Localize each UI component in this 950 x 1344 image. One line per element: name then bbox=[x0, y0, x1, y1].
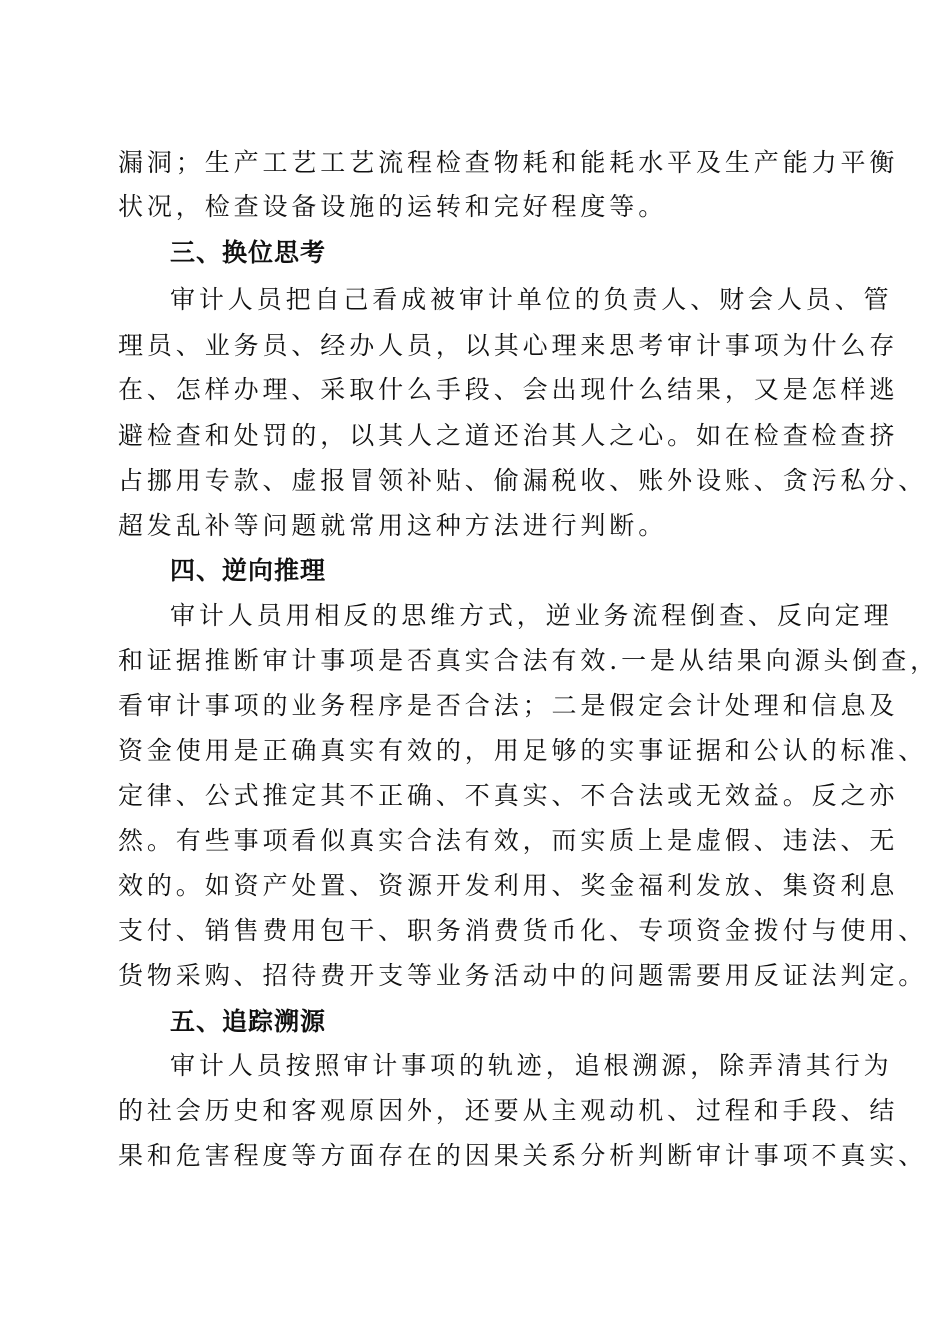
paragraph-line: 审计人员把自己看成被审计单位的负责人、财会人员、管 bbox=[170, 285, 893, 314]
section-heading: 五、追踪溯源 bbox=[170, 1007, 327, 1036]
paragraph-line: 果和危害程度等方面存在的因果关系分析判断审计事项不真实、 bbox=[118, 1141, 928, 1170]
paragraph-line: 效的。如资产处置、资源开发利用、奖金福利发放、集资利息 bbox=[118, 871, 899, 900]
paragraph-line: 货物采购、招待费开支等业务活动中的问题需要用反证法判定。 bbox=[118, 961, 928, 990]
paragraph-line: 审计人员用相反的思维方式，逆业务流程倒查、反向定理 bbox=[170, 601, 893, 630]
paragraph-line: 占挪用专款、虚报冒领补贴、偷漏税收、账外设账、贪污私分、 bbox=[118, 466, 928, 495]
paragraph-line: 漏洞；生产工艺工艺流程检查物耗和能耗水平及生产能力平衡 bbox=[118, 148, 899, 177]
paragraph-line: 状况，检查设备设施的运转和完好程度等。 bbox=[118, 192, 668, 221]
paragraph-line: 审计人员按照审计事项的轨迹，追根溯源，除弄清其行为 bbox=[170, 1051, 893, 1080]
paragraph-line: 定律、公式推定其不正确、不真实、不合法或无效益。反之亦 bbox=[118, 781, 899, 810]
paragraph-line: 支付、销售费用包干、职务消费货币化、专项资金拨付与使用、 bbox=[118, 916, 928, 945]
paragraph-line: 理员、业务员、经办人员，以其心理来思考审计事项为什么存 bbox=[118, 331, 899, 360]
paragraph-line: 避检查和处罚的，以其人之道还治其人之心。如在检查检查挤 bbox=[118, 421, 899, 450]
paragraph-line: 然。有些事项看似真实合法有效，而实质上是虚假、违法、无 bbox=[118, 826, 899, 855]
section-heading: 三、换位思考 bbox=[170, 238, 327, 267]
paragraph-line: 和证据推断审计事项是否真实合法有效.一是从结果向源头倒查， bbox=[118, 646, 940, 675]
paragraph-line: 看审计事项的业务程序是否合法；二是假定会计处理和信息及 bbox=[118, 691, 899, 720]
paragraph-line: 的社会历史和客观原因外，还要从主观动机、过程和手段、结 bbox=[118, 1096, 899, 1125]
paragraph-line: 超发乱补等问题就常用这种方法进行判断。 bbox=[118, 511, 668, 540]
paragraph-line: 在、怎样办理、采取什么手段、会出现什么结果，又是怎样逃 bbox=[118, 375, 899, 404]
paragraph-line: 资金使用是正确真实有效的，用足够的实事证据和公认的标准、 bbox=[118, 736, 928, 765]
section-heading: 四、逆向推理 bbox=[170, 556, 327, 585]
